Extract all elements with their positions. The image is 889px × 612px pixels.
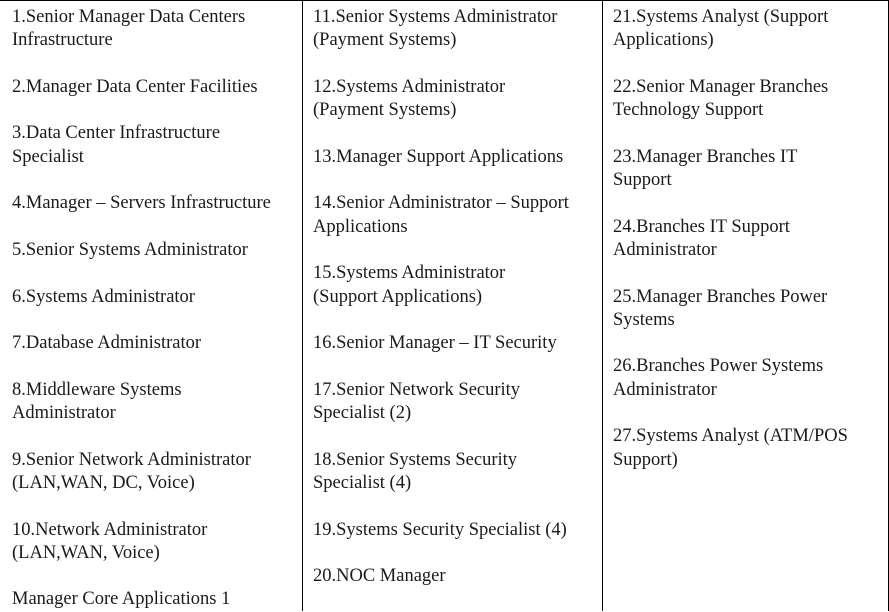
list-item — [313, 332, 602, 355]
list-item — [12, 588, 302, 611]
list-item-line: (Payment Systems) — [313, 100, 457, 121]
list-item-line: Manager Core Applications 1 — [12, 589, 231, 610]
list-item-line: Administrator — [613, 239, 717, 260]
list-item-line: Administrator — [613, 379, 717, 400]
list-item-line: 14.Senior Administrator – Support — [313, 193, 569, 214]
list-item-line: Administrator — [12, 403, 116, 424]
list-item — [12, 332, 302, 355]
list-item-line: 6.Systems Administrator — [12, 286, 195, 307]
list-item-line: 11.Senior Systems Administrator — [313, 7, 558, 27]
list-item-line: 15.Systems Administrator — [313, 263, 506, 284]
list-item-line: Support — [613, 170, 672, 191]
list-item — [613, 286, 888, 333]
list-item-line: 27.Systems Analyst (ATM/POS — [613, 426, 848, 447]
list-item — [12, 286, 302, 309]
list-item-line: 3.Data Center Infrastructure — [12, 123, 221, 144]
list-item-line: (LAN,WAN, Voice) — [12, 542, 160, 563]
list-item-line: 21.Systems Analyst (Support — [613, 7, 829, 27]
list-item-line: 13.Manager Support Applications — [313, 146, 564, 167]
list-item-line: 25.Manager Branches Power — [613, 286, 828, 307]
list-item — [12, 122, 302, 169]
list-item — [12, 6, 302, 53]
table-column-1 — [0, 1, 302, 611]
list-item — [613, 425, 888, 472]
list-item-line: (Support Applications) — [313, 286, 483, 307]
list-item — [613, 6, 888, 53]
list-item-line: (Payment Systems) — [313, 30, 457, 51]
list-item-line: Specialist — [12, 146, 84, 167]
list-item — [613, 146, 888, 193]
list-item-line: 8.Middleware Systems — [12, 379, 182, 400]
list-item-line: 9.Senior Network Administrator — [12, 449, 251, 470]
list-item — [12, 239, 302, 262]
list-item — [313, 6, 602, 53]
list-item — [313, 192, 602, 239]
list-item-line: 24.Branches IT Support — [613, 216, 790, 237]
list-item-line: 1.Senior Manager Data Centers — [12, 7, 246, 27]
list-item — [613, 216, 888, 263]
list-item-line: (LAN,WAN, DC, Voice) — [12, 472, 195, 493]
list-item-line: Specialist (2) — [313, 403, 412, 424]
list-item-line: 18.Senior Systems Security — [313, 449, 518, 470]
list-item — [613, 76, 888, 123]
list-item-line: Technology Support — [613, 100, 764, 121]
list-item — [613, 355, 888, 402]
list-item — [313, 262, 602, 309]
table-column-2 — [302, 1, 602, 611]
list-item-line: 22.Senior Manager Branches — [613, 76, 829, 97]
list-item-line: Specialist (4) — [313, 472, 412, 493]
list-item-line: 12.Systems Administrator — [313, 76, 506, 97]
table-column-3 — [602, 1, 889, 611]
list-item-line: Applications — [313, 216, 408, 237]
list-item-line: Infrastructure — [12, 30, 113, 51]
list-item — [313, 565, 602, 588]
list-item-line: 20.NOC Manager — [313, 566, 446, 587]
list-item — [313, 379, 602, 426]
list-item-line: 10.Network Administrator — [12, 519, 208, 540]
list-item-line: 19.Systems Security Specialist (4) — [313, 519, 567, 540]
list-item-line: Support) — [613, 449, 678, 470]
list-item — [12, 192, 302, 215]
list-item-line: Applications) — [613, 30, 714, 51]
list-item — [12, 449, 302, 496]
list-item — [12, 76, 302, 99]
list-item — [313, 76, 602, 123]
list-item — [12, 519, 302, 566]
list-item-line: 26.Branches Power Systems — [613, 356, 824, 377]
list-item-line: 2.Manager Data Center Facilities — [12, 76, 258, 97]
list-item-line: 7.Database Administrator — [12, 333, 202, 354]
list-item-line: 16.Senior Manager – IT Security — [313, 333, 557, 354]
list-item-line: 4.Manager – Servers Infrastructure — [12, 193, 271, 214]
list-item-line: 5.Senior Systems Administrator — [12, 239, 248, 260]
list-item-line: 17.Senior Network Security — [313, 379, 521, 400]
list-item — [313, 519, 602, 542]
list-item — [313, 146, 602, 169]
list-item — [313, 449, 602, 496]
list-item-line: Systems — [613, 309, 675, 330]
list-item — [12, 379, 302, 426]
list-item-line: 23.Manager Branches IT — [613, 146, 798, 167]
